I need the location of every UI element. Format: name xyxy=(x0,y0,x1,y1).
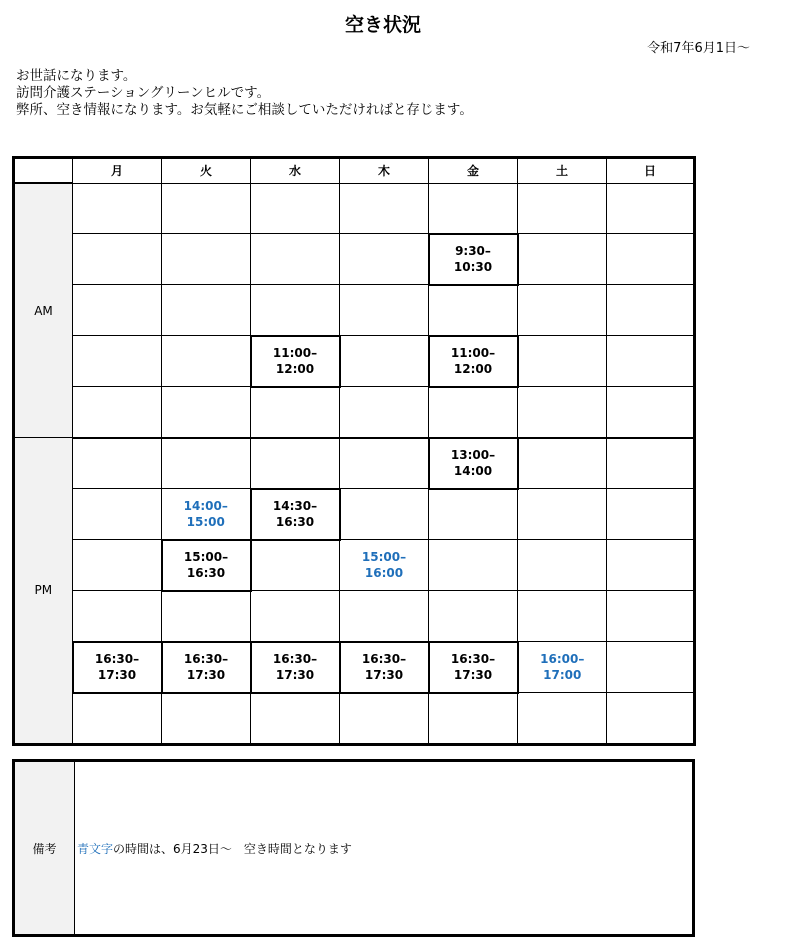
cell xyxy=(340,285,429,336)
cell xyxy=(429,540,518,591)
slot-sat-1600: 16:00– 17:00 xyxy=(518,642,607,693)
cell xyxy=(162,234,251,285)
cell xyxy=(518,591,607,642)
cell xyxy=(73,234,162,285)
cell xyxy=(607,285,695,336)
day-header-sun: 日 xyxy=(607,158,695,184)
table-row xyxy=(14,285,695,336)
cell xyxy=(162,285,251,336)
cell xyxy=(429,693,518,745)
cell xyxy=(73,591,162,642)
day-header-sat: 土 xyxy=(518,158,607,184)
day-header-fri: 金 xyxy=(429,158,518,184)
table-row xyxy=(14,489,695,540)
cell xyxy=(429,285,518,336)
table-row xyxy=(14,183,695,234)
cell xyxy=(251,285,340,336)
cell xyxy=(518,183,607,234)
cell xyxy=(518,234,607,285)
cell xyxy=(73,183,162,234)
cell xyxy=(518,336,607,387)
cell xyxy=(162,387,251,438)
cell xyxy=(162,693,251,745)
cell xyxy=(73,540,162,591)
slot-tue-1630: 16:30– 17:30 xyxy=(162,642,251,693)
cell xyxy=(518,693,607,745)
cell xyxy=(607,540,695,591)
cell xyxy=(607,387,695,438)
cell xyxy=(340,234,429,285)
table-row xyxy=(14,438,695,489)
cell xyxy=(251,387,340,438)
slot-thu-1630: 16:30– 17:30 xyxy=(340,642,429,693)
cell xyxy=(607,438,695,489)
cell xyxy=(518,438,607,489)
cell xyxy=(518,387,607,438)
period-am: AM xyxy=(14,183,73,438)
cell xyxy=(607,642,695,693)
day-header-thu: 木 xyxy=(340,158,429,184)
intro-line-2: 訪問介護ステーショングリーンヒルです。 xyxy=(16,85,271,101)
slot-wed-1430: 14:30– 16:30 xyxy=(251,489,340,540)
header-row xyxy=(14,158,695,184)
slot-mon-1630: 16:30– 17:30 xyxy=(73,642,162,693)
period-pm: PM xyxy=(14,438,73,745)
slot-fri-1100: 11:00– 12:00 xyxy=(429,336,518,387)
slot-fri-0930: 9:30– 10:30 xyxy=(429,234,518,285)
cell xyxy=(607,336,695,387)
cell xyxy=(607,489,695,540)
cell xyxy=(73,336,162,387)
cell xyxy=(607,591,695,642)
cell xyxy=(518,540,607,591)
cell xyxy=(162,591,251,642)
slot-fri-1300: 13:00– 14:00 xyxy=(429,438,518,489)
intro-text xyxy=(16,68,473,119)
notes-label: 備考 xyxy=(14,761,75,936)
cell xyxy=(251,234,340,285)
availability-table xyxy=(12,156,696,746)
cell xyxy=(607,234,695,285)
table-row xyxy=(14,336,695,387)
cell xyxy=(429,591,518,642)
slot-tue-1400: 14:00– 15:00 xyxy=(162,489,251,540)
cell xyxy=(162,438,251,489)
table-row xyxy=(14,234,695,285)
cell xyxy=(340,489,429,540)
cell xyxy=(607,693,695,745)
cell xyxy=(340,591,429,642)
cell xyxy=(607,183,695,234)
day-header-mon: 月 xyxy=(73,158,162,184)
slot-wed-1630: 16:30– 17:30 xyxy=(251,642,340,693)
cell xyxy=(340,693,429,745)
cell xyxy=(340,183,429,234)
cell xyxy=(251,591,340,642)
intro-line-1: お世話になります。 xyxy=(16,68,137,84)
cell xyxy=(251,693,340,745)
cell xyxy=(73,693,162,745)
cell xyxy=(251,438,340,489)
cell xyxy=(251,183,340,234)
table-row xyxy=(14,693,695,745)
cell xyxy=(340,336,429,387)
cell xyxy=(251,540,340,591)
cell xyxy=(162,336,251,387)
cell xyxy=(340,438,429,489)
cell xyxy=(518,489,607,540)
cell xyxy=(73,438,162,489)
cell xyxy=(73,387,162,438)
cell xyxy=(429,387,518,438)
cell xyxy=(340,387,429,438)
notes-highlight: 青文字 xyxy=(77,841,114,856)
slot-wed-1100: 11:00– 12:00 xyxy=(251,336,340,387)
cell xyxy=(73,285,162,336)
notes-row xyxy=(14,761,694,936)
effective-date: 令和7年6月1日〜 xyxy=(647,41,750,56)
table-row xyxy=(14,591,695,642)
page-title: 空き状況 xyxy=(344,14,421,36)
slot-fri-1630: 16:30– 17:30 xyxy=(429,642,518,693)
header-corner xyxy=(14,158,73,184)
notes-table xyxy=(12,759,695,937)
day-header-tue: 火 xyxy=(162,158,251,184)
slot-thu-1500: 15:00– 16:00 xyxy=(340,540,429,591)
table-row xyxy=(14,642,695,693)
cell xyxy=(429,489,518,540)
cell xyxy=(518,285,607,336)
table-row xyxy=(14,540,695,591)
cell xyxy=(162,183,251,234)
notes-text: の時間は、6月23日〜 空き時間となります xyxy=(113,841,352,856)
cell xyxy=(429,183,518,234)
intro-line-3: 弊所、空き情報になります。お気軽にご相談していただければと存じます。 xyxy=(16,102,473,118)
notes-content xyxy=(75,761,694,936)
table-row xyxy=(14,387,695,438)
cell xyxy=(73,489,162,540)
slot-tue-1500: 15:00– 16:30 xyxy=(162,540,251,591)
day-header-wed: 水 xyxy=(251,158,340,184)
